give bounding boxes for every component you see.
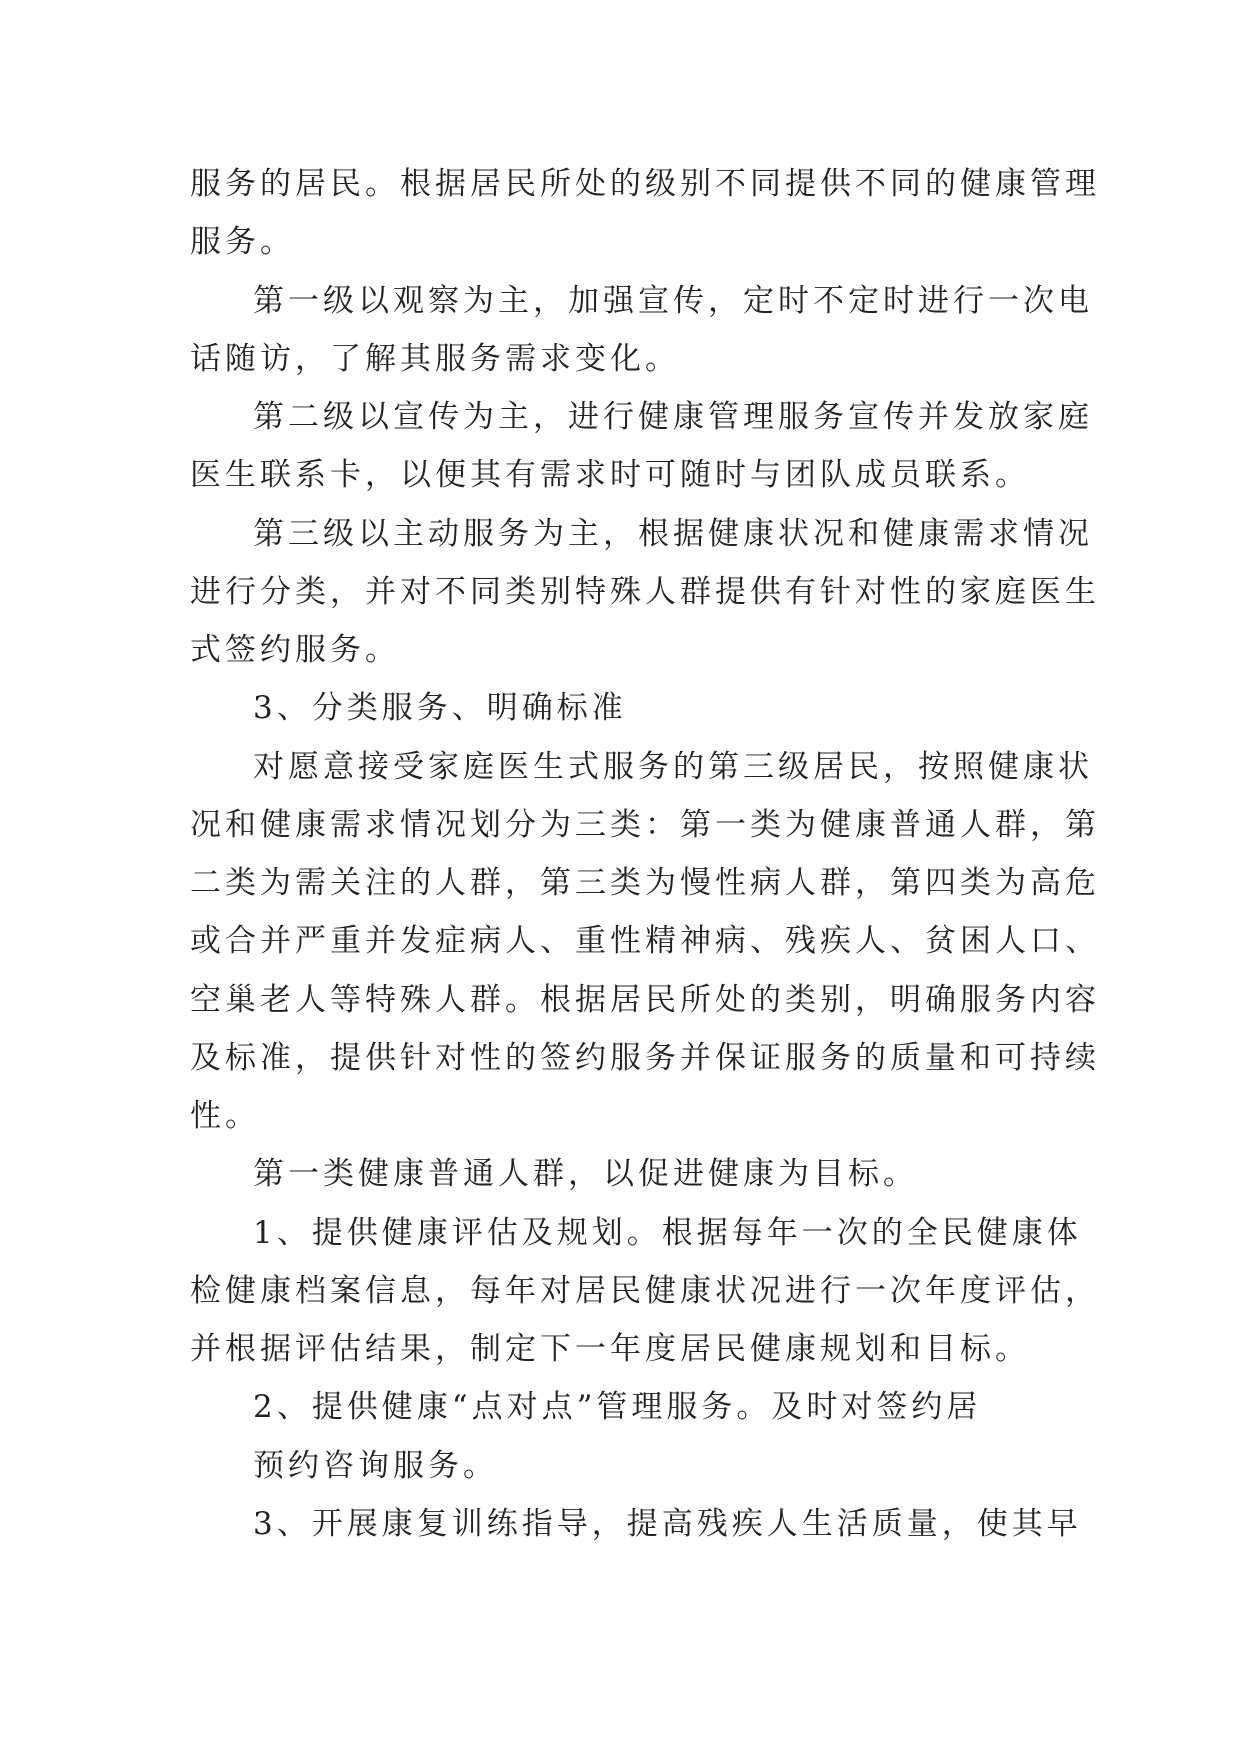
paragraph-line: 空巢老人等特殊人群。根据居民所处的类别，明确服务内容 [190,982,1100,1018]
paragraph-line: 况和健康需求情况划分为三类：第一类为健康普通人群，第 [190,807,1100,843]
section-heading: 3、分类服务、明确标准 [253,690,627,726]
paragraph-line: 1、提供健康评估及规划。根据每年一次的全民健康体 [253,1215,1082,1251]
paragraph-line: 3、开展康复训练指导，提高残疾人生活质量，使其早 [253,1506,1082,1542]
paragraph-line: 第一类健康普通人群，以促进健康为目标。 [253,1156,918,1192]
paragraph-line: 并根据评估结果，制定下一年度居民健康规划和目标。 [190,1331,1030,1367]
paragraph-line: 第二级以宣传为主，进行健康管理服务宣传并发放家庭 [253,399,1093,435]
paragraph-line: 预约咨询服务。 [253,1448,498,1484]
paragraph-line: 话随访，了解其服务需求变化。 [190,341,680,377]
paragraph-line: 进行分类，并对不同类别特殊人群提供有针对性的家庭医生 [190,574,1100,610]
paragraph-line: 检健康档案信息，每年对居民健康状况进行一次年度评估， [190,1273,1100,1309]
paragraph-line: 二类为需关注的人群，第三类为慢性病人群，第四类为高危 [190,865,1100,901]
paragraph-line: 服务的居民。根据居民所处的级别不同提供不同的健康管理 [190,166,1100,202]
paragraph-line: 及标准，提供针对性的签约服务并保证服务的质量和可持续 [190,1040,1100,1076]
paragraph-line: 医生联系卡，以便其有需求时可随时与团队成员联系。 [190,457,1030,493]
paragraph-line: 第三级以主动服务为主，根据健康状况和健康需求情况 [253,516,1093,552]
paragraph-line: 式签约服务。 [190,632,400,668]
paragraph-line: 性。 [190,1098,260,1134]
paragraph-line: 服务。 [190,224,295,260]
paragraph-line: 对愿意接受家庭医生式服务的第三级居民，按照健康状 [253,749,1093,785]
paragraph-line: 第一级以观察为主，加强宣传，定时不定时进行一次电 [253,283,1093,319]
paragraph-line: 2、提供健康“点对点”管理服务。及时对签约居 [253,1389,982,1425]
paragraph-line: 或合并严重并发症病人、重性精神病、残疾人、贫困人口、 [190,923,1100,959]
